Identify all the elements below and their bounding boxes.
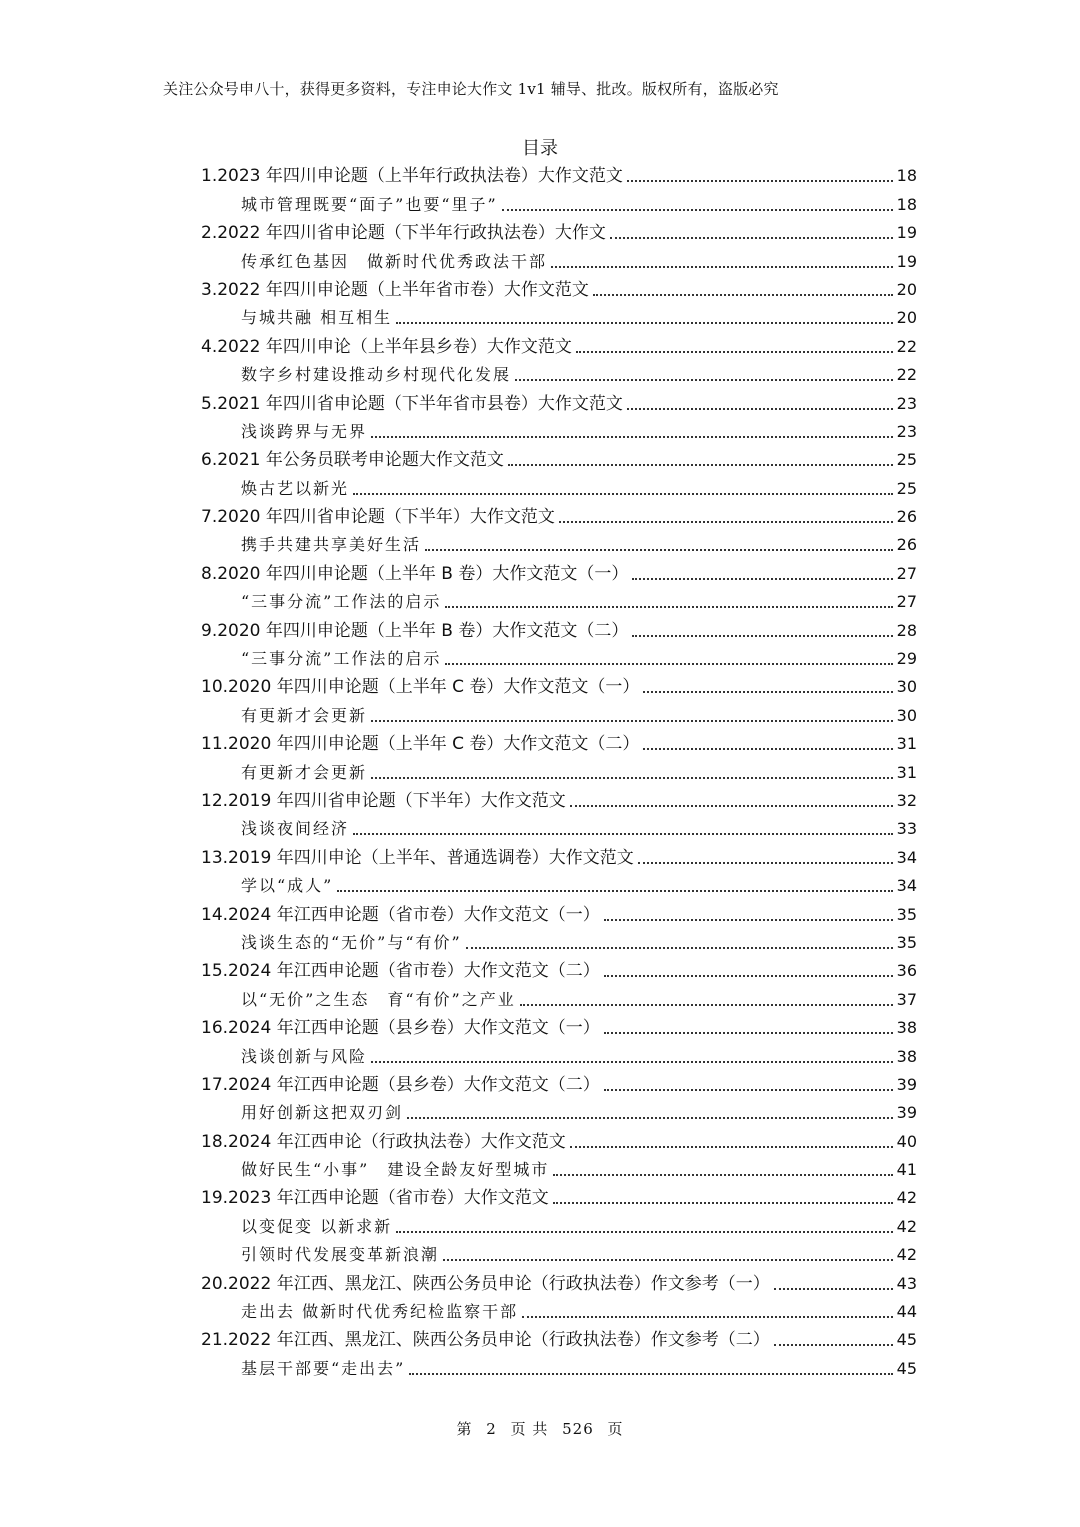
toc-entry-title: 15.2024 年江西申论题（省市卷）大作文范文（二） <box>201 961 600 982</box>
toc-entry[interactable] <box>201 1181 917 1209</box>
toc-entry-page: 34 <box>896 876 917 896</box>
toc-subentry[interactable] <box>201 415 917 443</box>
dot-leader <box>445 663 892 665</box>
toc-entry-title: 20.2022 年江西、黑龙江、陕西公务员申论（行政执法卷）作文参考（一） <box>201 1273 770 1294</box>
toc-subentry[interactable] <box>201 528 917 556</box>
dot-leader <box>353 833 893 835</box>
dot-leader <box>632 578 892 580</box>
toc-entry-title: 传承红色基因 做新时代优秀政法干部 <box>241 251 548 271</box>
toc-entry-title: 10.2020 年四川申论题（上半年 C 卷）大作文范文（一） <box>201 677 640 698</box>
toc-entry-title: 16.2024 年江西申论题（县乡卷）大作文范文（一） <box>201 1018 600 1039</box>
toc-entry-page: 20 <box>896 308 917 328</box>
dot-leader <box>466 947 893 949</box>
toc-entry-title: 携手共建共享美好生活 <box>241 535 422 555</box>
toc-entry[interactable] <box>201 670 917 698</box>
toc-entry-page: 42 <box>896 1216 917 1236</box>
toc-entry-page: 29 <box>896 649 917 669</box>
toc-entry[interactable] <box>201 1068 917 1096</box>
toc-subentry[interactable] <box>201 301 917 329</box>
toc-entry-title: 用好创新这把双刃剑 <box>241 1103 404 1123</box>
toc-entry-page: 34 <box>896 847 917 867</box>
toc-entry-title: 基层干部要“走出去” <box>241 1358 406 1378</box>
toc-entry-page: 39 <box>896 1074 917 1094</box>
toc-subentry[interactable] <box>201 585 917 613</box>
dot-leader <box>604 919 893 921</box>
dot-leader <box>522 1316 893 1318</box>
toc-entry-title: 有更新才会更新 <box>241 705 368 725</box>
dot-leader <box>593 294 893 296</box>
toc-entry-page: 44 <box>896 1302 917 1322</box>
dot-leader <box>627 180 893 182</box>
toc-entry-title: 以变促变 以新求新 <box>241 1216 393 1236</box>
dot-leader <box>570 1146 893 1148</box>
toc-entry-title: 5.2021 年四川省申论题（下半年省市县卷）大作文范文 <box>201 393 623 414</box>
toc-entry-title: 21.2022 年江西、黑龙江、陕西公务员申论（行政执法卷）作文参考（二） <box>201 1330 770 1351</box>
toc-entry-title: “三事分流”工作法的启示 <box>241 649 442 669</box>
toc-entry-page: 25 <box>896 450 917 470</box>
dot-leader <box>520 1004 893 1006</box>
toc-entry-page: 28 <box>896 620 917 640</box>
toc-entry-page: 39 <box>896 1103 917 1123</box>
toc-entry-page: 38 <box>896 1018 917 1038</box>
dot-leader <box>407 1117 893 1119</box>
toc-entry-page: 40 <box>896 1131 917 1151</box>
toc-entry-page: 22 <box>896 365 917 385</box>
header-note: 关注公众号申八十，获得更多资料，专注申论大作文 1v1 辅导、批改。版权所有，盗版必究 <box>163 80 779 98</box>
toc-subentry[interactable] <box>201 812 917 840</box>
dot-leader <box>396 322 893 324</box>
toc-entry-title: 浅谈生态的“无价”与“有价” <box>241 932 462 952</box>
dot-leader <box>604 975 893 977</box>
toc-subentry[interactable] <box>201 869 917 897</box>
toc-entry-title: 2.2022 年四川省申论题（下半年行政执法卷）大作文 <box>201 223 606 244</box>
dot-leader <box>371 1061 893 1063</box>
dot-leader <box>553 1202 893 1204</box>
toc-entry-title: 浅谈夜间经济 <box>241 819 350 839</box>
toc-entry-page: 27 <box>896 563 917 583</box>
toc-entry[interactable] <box>201 159 917 187</box>
dot-leader <box>632 635 892 637</box>
toc-entry-title: “三事分流”工作法的启示 <box>241 592 442 612</box>
dot-leader <box>553 1174 892 1176</box>
dot-leader <box>425 549 893 551</box>
toc-entry-page: 20 <box>896 279 917 299</box>
toc-entry-title: 数字乡村建设推动乡村现代化发展 <box>241 365 512 385</box>
current-page-number: 2 <box>486 1420 497 1438</box>
toc-entry[interactable] <box>201 216 917 244</box>
toc-entry-title: 焕古艺以新光 <box>241 478 350 498</box>
dot-leader <box>604 1089 893 1091</box>
toc-entry[interactable] <box>201 784 917 812</box>
toc-entry-page: 22 <box>896 336 917 356</box>
page-footer <box>0 1418 1080 1439</box>
toc-subentry[interactable] <box>201 1039 917 1067</box>
toc-entry-page: 19 <box>896 251 917 271</box>
toc-entry[interactable] <box>201 613 917 641</box>
dot-leader <box>643 748 892 750</box>
toc-entry-page: 30 <box>896 705 917 725</box>
toc-subentry[interactable] <box>201 187 917 215</box>
toc-entry-page: 23 <box>896 421 917 441</box>
toc-entry-page: 33 <box>896 819 917 839</box>
toc-entry-title: 6.2021 年公务员联考申论题大作文范文 <box>201 450 504 471</box>
toc-entry-title: 学以“成人” <box>241 876 334 896</box>
toc-entry-page: 45 <box>896 1358 917 1378</box>
toc-entry-page: 37 <box>896 989 917 1009</box>
dot-leader <box>371 777 893 779</box>
toc-entry-title: 做好民生“小事” 建设全龄友好型城市 <box>241 1160 550 1180</box>
toc-entry-page: 30 <box>896 677 917 697</box>
toc-entry-page: 32 <box>896 790 917 810</box>
toc-entry-page: 41 <box>896 1160 917 1180</box>
toc-entry[interactable] <box>201 500 917 528</box>
toc-entry-page: 18 <box>896 166 917 186</box>
dot-leader <box>643 691 892 693</box>
toc-entry-page: 25 <box>896 478 917 498</box>
footer-suffix: 页 <box>607 1420 624 1438</box>
toc-entry-page: 26 <box>896 507 917 527</box>
toc-entry[interactable] <box>201 329 917 357</box>
toc-entry-title: 7.2020 年四川省申论题（下半年）大作文范文 <box>201 507 555 528</box>
toc-entry-page: 19 <box>896 223 917 243</box>
dot-leader <box>774 1288 893 1290</box>
dot-leader <box>559 521 893 523</box>
toc-entry-title: 城市管理既要“面子”也要“里子” <box>241 194 498 214</box>
toc-entry-title: 以“无价”之生态 育“有价”之产业 <box>241 989 516 1009</box>
dot-leader <box>627 408 893 410</box>
toc-entry-title: 浅谈创新与风险 <box>241 1046 368 1066</box>
dot-leader <box>371 436 893 438</box>
toc-entry-page: 26 <box>896 535 917 555</box>
toc-subentry[interactable] <box>201 358 917 386</box>
toc-entry-title: 14.2024 年江西申论题（省市卷）大作文范文（一） <box>201 904 600 925</box>
dot-leader <box>576 351 893 353</box>
toc-entry[interactable] <box>201 443 917 471</box>
toc-entry-page: 42 <box>896 1245 917 1265</box>
dot-leader <box>409 1373 892 1375</box>
toc-entry[interactable] <box>201 1266 917 1294</box>
toc-subentry[interactable] <box>201 642 917 670</box>
footer-mid: 页 共 <box>510 1420 549 1438</box>
total-page-number: 526 <box>562 1420 594 1438</box>
toc-subentry[interactable] <box>201 1351 917 1379</box>
toc-entry-title: 17.2024 年江西申论题（县乡卷）大作文范文（二） <box>201 1074 600 1095</box>
toc-entry-title: 有更新才会更新 <box>241 762 368 782</box>
toc-subentry[interactable] <box>201 755 917 783</box>
toc-subentry[interactable] <box>201 1238 917 1266</box>
toc-entry[interactable] <box>201 1011 917 1039</box>
toc-entry[interactable] <box>201 556 917 584</box>
toc-entry-title: 3.2022 年四川申论题（上半年省市卷）大作文范文 <box>201 279 589 300</box>
toc-entry-title: 19.2023 年江西申论题（省市卷）大作文范文 <box>201 1188 549 1209</box>
toc-entry[interactable] <box>201 273 917 301</box>
dot-leader <box>570 805 893 807</box>
toc-entry-title: 4.2022 年四川申论（上半年县乡卷）大作文范文 <box>201 336 572 357</box>
toc-subentry[interactable] <box>201 1295 917 1323</box>
toc-entry-title: 8.2020 年四川申论题（上半年 B 卷）大作文范文（一） <box>201 563 629 584</box>
toc-entry-title: 11.2020 年四川申论题（上半年 C 卷）大作文范文（二） <box>201 734 640 755</box>
toc-entry-page: 43 <box>896 1273 917 1293</box>
dot-leader <box>337 890 892 892</box>
toc-subentry[interactable] <box>201 471 917 499</box>
toc-subentry[interactable] <box>201 1153 917 1181</box>
dot-leader <box>353 493 893 495</box>
toc-entry-page: 23 <box>896 393 917 413</box>
toc-entry-page: 31 <box>896 734 917 754</box>
toc-entry-title: 与城共融 相互相生 <box>241 308 393 328</box>
toc-entry-title: 13.2019 年四川申论（上半年、普通选调卷）大作文范文 <box>201 847 634 868</box>
toc-entry[interactable] <box>201 897 917 925</box>
toc-entry-title: 12.2019 年四川省申论题（下半年）大作文范文 <box>201 790 566 811</box>
dot-leader <box>604 1032 893 1034</box>
toc-subentry[interactable] <box>201 244 917 272</box>
dot-leader <box>508 464 893 466</box>
toc-entry-page: 31 <box>896 762 917 782</box>
toc-entry-page: 27 <box>896 592 917 612</box>
toc-entry-page: 36 <box>896 961 917 981</box>
toc-subentry[interactable] <box>201 698 917 726</box>
dot-leader <box>774 1344 893 1346</box>
toc-entry-page: 18 <box>896 194 917 214</box>
toc-title: 目录 <box>522 138 558 159</box>
toc-subentry[interactable] <box>201 1209 917 1237</box>
toc-subentry[interactable] <box>201 982 917 1010</box>
dot-leader <box>371 720 893 722</box>
toc-entry[interactable] <box>201 840 917 868</box>
footer-prefix: 第 <box>456 1420 473 1438</box>
toc-entry[interactable] <box>201 1323 917 1351</box>
dot-leader <box>502 209 893 211</box>
toc-entry-title: 9.2020 年四川申论题（上半年 B 卷）大作文范文（二） <box>201 620 629 641</box>
toc-entry[interactable] <box>201 954 917 982</box>
toc-entry[interactable] <box>201 727 917 755</box>
toc-entry-page: 45 <box>896 1330 917 1350</box>
dot-leader <box>610 237 893 239</box>
toc-entry-page: 35 <box>896 904 917 924</box>
dot-leader <box>443 1259 893 1261</box>
toc-entry-title: 浅谈跨界与无界 <box>241 421 368 441</box>
dot-leader <box>445 606 892 608</box>
toc-entry[interactable] <box>201 1124 917 1152</box>
dot-leader <box>396 1231 893 1233</box>
toc-entry-title: 18.2024 年江西申论（行政执法卷）大作文范文 <box>201 1131 566 1152</box>
toc-subentry[interactable] <box>201 926 917 954</box>
dot-leader <box>551 266 893 268</box>
table-of-contents <box>201 159 917 1380</box>
dot-leader <box>515 379 893 381</box>
toc-entry-page: 35 <box>896 932 917 952</box>
toc-subentry[interactable] <box>201 1096 917 1124</box>
toc-entry-title: 引领时代发展变革新浪潮 <box>241 1245 440 1265</box>
toc-entry-page: 42 <box>896 1188 917 1208</box>
toc-entry-title: 走出去 做新时代优秀纪检监察干部 <box>241 1302 519 1322</box>
toc-entry-title: 1.2023 年四川申论题（上半年行政执法卷）大作文范文 <box>201 166 623 187</box>
toc-entry[interactable] <box>201 386 917 414</box>
dot-leader <box>638 862 893 864</box>
toc-entry-page: 38 <box>896 1046 917 1066</box>
